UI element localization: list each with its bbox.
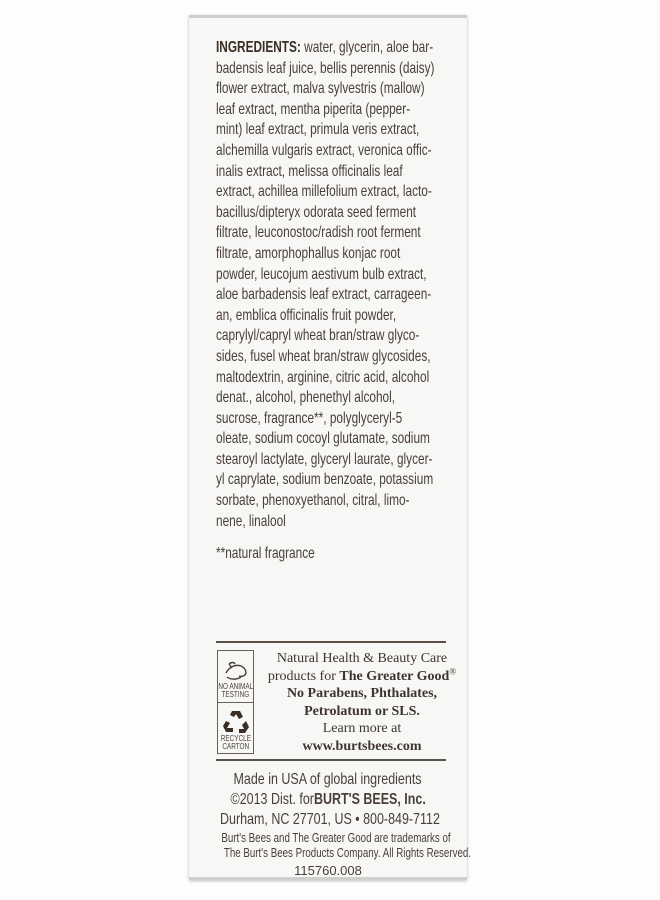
badges	[217, 650, 254, 754]
badge-text: TESTING	[221, 690, 250, 699]
ingredient-text: sides, fusel wheat bran/straw glycosides,	[216, 347, 431, 365]
ingredient-line	[216, 368, 453, 389]
ingredients-label: INGREDIENTS:	[216, 39, 301, 56]
ingredient-line	[216, 285, 453, 306]
company-name: BURT'S BEES, Inc.	[313, 791, 426, 808]
ingredient-line	[216, 79, 453, 100]
registered-mark: ®	[449, 665, 457, 676]
ingredient-text: water, glycerin, aloe bar-	[300, 39, 434, 56]
ingredient-text: an, emblica officinalis fruit powder,	[216, 306, 397, 324]
trademark-line-1	[189, 831, 467, 846]
ingredient-text: filtrate, amorphophallus konjac root	[216, 244, 401, 262]
ingredient-text: caprylyl/capryl wheat bran/straw glyco-	[216, 327, 420, 345]
ingredient-line	[216, 162, 453, 183]
fragrance-footnote: **natural fragrance	[216, 545, 315, 562]
ingredient-text: alchemilla vulgaris extract, veronica offic-	[216, 141, 432, 159]
ingredient-text: sorbate, phenoxyethanol, citral, limo-	[216, 492, 410, 510]
ingredient-line	[216, 265, 453, 286]
no-animal-testing-badge	[218, 651, 253, 703]
ingredient-line	[216, 120, 453, 141]
address-text: Durham, NC 27701, US • 800-849-7112	[220, 811, 440, 828]
ingredient-text: extract, achillea millefolium extract, lacto-	[216, 183, 432, 201]
badge-text: NO ANIMAL	[218, 682, 253, 691]
ingredient-text: flower extract, malva sylvestris (mallow)	[216, 80, 425, 98]
ingredient-line	[216, 512, 453, 533]
ingredient-line	[216, 326, 453, 347]
ingredient-line	[216, 141, 453, 162]
leaping-bunny-icon	[223, 659, 249, 683]
code-text: 115760.008	[294, 863, 362, 878]
ingredient-text: stearoyl lactylate, glyceryl laurate, glycer-	[216, 450, 433, 468]
website-link[interactable]: www.burtsbees.com	[302, 738, 422, 754]
ingredient-text: denat., alcohol, phenethyl alcohol,	[216, 389, 396, 407]
claim-line: Petrolatum or SLS.	[304, 703, 420, 719]
claim-line: Learn more at	[322, 721, 402, 736]
ingredient-line	[216, 38, 453, 59]
recycle-icon	[222, 709, 250, 735]
ingredient-line	[216, 388, 453, 409]
ingredient-line	[216, 244, 453, 265]
ingredient-line	[216, 100, 453, 121]
copyright-text: ©2013 Dist. for	[230, 791, 314, 808]
product-code	[189, 863, 467, 878]
ingredient-text: inalis extract, melissa officinalis leaf	[216, 162, 403, 180]
recycle-carton-badge	[218, 703, 253, 754]
ingredient-text: badensis leaf juice, bellis perennis (daisy)	[216, 59, 435, 77]
ingredient-line	[216, 203, 453, 224]
ingredient-text: sucrose, fragrance**, polyglyceryl-5	[216, 409, 403, 427]
trademark-text: The Burt's Bees Products Company. All Rights Reserved.	[223, 846, 472, 860]
ingredient-line	[216, 450, 453, 471]
ingredient-text: oleate, sodium cocoyl glutamate, sodium	[216, 430, 430, 448]
ingredient-line	[216, 429, 453, 450]
ingredient-text: filtrate, leuconostoc/radish root ferment	[216, 224, 421, 242]
ingredients-list	[216, 38, 536, 532]
ingredient-text: aloe barbadensis leaf extract, carrageen-	[216, 286, 432, 304]
ingredient-text: nene, linalool	[216, 512, 286, 530]
ingredient-line	[216, 409, 453, 430]
ingredient-text: yl caprylate, sodium benzoate, potassium	[216, 471, 434, 489]
ingredient-line	[216, 59, 453, 80]
divider	[216, 759, 446, 761]
ingredient-line	[216, 470, 453, 491]
ingredient-panel	[189, 15, 472, 880]
claim-line: Natural Health & Beauty Care	[276, 651, 448, 666]
badge-text: CARTON	[222, 742, 249, 751]
ingredient-text: mint) leaf extract, primula veris extract,	[216, 121, 420, 139]
ingredient-line	[216, 347, 453, 368]
ingredient-line	[216, 182, 453, 203]
address-line	[189, 810, 467, 830]
ingredient-text: leaf extract, mentha piperita (pepper-	[216, 100, 411, 118]
claim-line: No Parabens, Phthalates,	[286, 686, 438, 701]
copyright-line	[189, 790, 467, 810]
claim-text: products for	[267, 668, 340, 684]
ingredient-line	[216, 491, 453, 512]
badge-text: RECYCLE	[220, 734, 251, 743]
ingredient-text: maltodextrin, arginine, citric acid, alcohol	[216, 368, 430, 386]
trademark-line-2	[189, 846, 472, 861]
ingredient-text: bacillus/dipteryx odorata seed ferment	[216, 203, 417, 221]
trademark-text: Burt's Bees and The Greater Good are trademarks of	[221, 831, 451, 845]
made-text: Made in USA of global ingredients	[233, 771, 423, 788]
brand-claims	[255, 650, 469, 755]
greater-good-text: The Greater Good	[339, 668, 450, 684]
ingredient-line	[216, 306, 453, 327]
ingredient-text: powder, leucojum aestivum bulb extract,	[216, 265, 427, 283]
made-in-usa	[189, 770, 467, 790]
ingredient-line	[216, 223, 453, 244]
divider	[216, 641, 446, 643]
claim-line	[255, 665, 469, 686]
